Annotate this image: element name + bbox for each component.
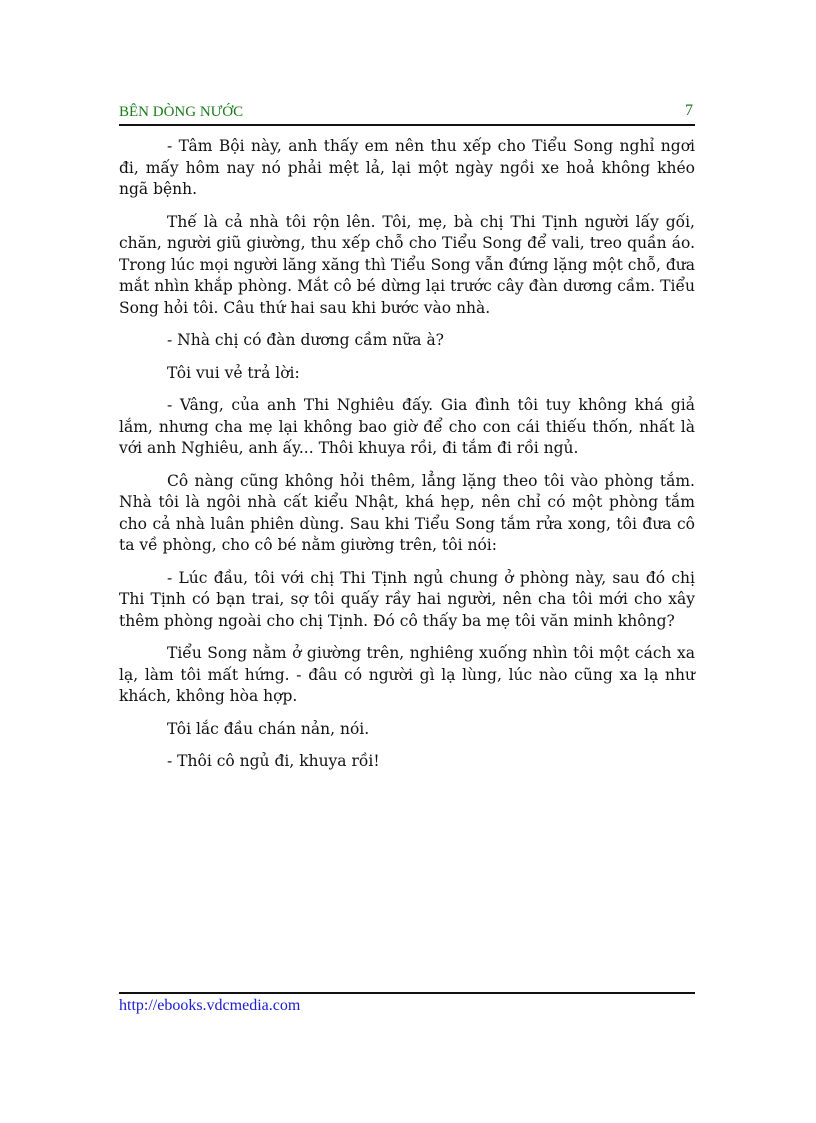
paragraph: Tiểu Song nằm ở giường trên, nghiêng xuống nhìn tôi một cách xa lạ, làm tôi mất hứng. - đâu có người gì lạ lùng, lúc nào cũng xa lạ như khách, không hòa hợp. <box>119 644 695 705</box>
paragraph: - Tâm Bội này, anh thấy em nên thu xếp cho Tiểu Song nghỉ ngơi đi, mấy hôm nay nó phải mệt lả, lại một ngày ngồi xe hoả không khéo ngã bệnh. <box>119 137 695 198</box>
paragraph: - Vâng, của anh Thi Nghiêu đấy. Gia đình tôi tuy không khá giả lắm, nhưng cha mẹ lại không bao giờ để cho con cái thiếu thốn, nhất là với anh Nghiêu, anh ấy... Thôi khuya rồi, đi tắm đi rồi ngủ. <box>119 396 695 457</box>
chapter-body <box>119 136 695 784</box>
footer-url-link[interactable]: http://ebooks.vdcmedia.com <box>119 997 301 1014</box>
paragraph: - Lúc đầu, tôi với chị Thi Tịnh ngủ chung ở phòng này, sau đó chị Thi Tịnh có bạn trai, sợ tôi quấy rầy hai người, nên cha tôi mới cho xây thêm phòng ngoài cho chị Tịnh. Đó cô thấy ba mẹ tôi văn minh không? <box>119 568 695 630</box>
page-number: 7 <box>685 102 693 119</box>
paragraph: Tôi vui vẻ trả lời: <box>167 363 300 382</box>
paragraph: Cô nàng cũng không hỏi thêm, lẳng lặng theo tôi vào phòng tắm. Nhà tôi là ngôi nhà cất kiểu Nhật, khá hẹp, nên chỉ có một phòng tắm cho cả nhà luân phiên dùng. Sau khi Tiểu Song tắm rửa xong, tôi đưa cô ta về phòng, cho cô bé nằm giường trên, tôi nói: <box>119 471 695 554</box>
paragraph: Tôi lắc đầu chán nản, nói. <box>167 719 370 738</box>
footer-divider <box>119 992 695 994</box>
book-title: BÊN DÒNG NƯỚC <box>119 104 244 120</box>
paragraph: Thế là cả nhà tôi rộn lên. Tôi, mẹ, bà chị Thi Tịnh người lấy gối, chăn, người giũ giường, thu xếp chỗ cho Tiểu Song để vali, treo quần áo. Trong lúc mọi người lăng xăng thì Tiểu Song vẫn đứng lặng một chỗ, đưa mắt nhìn khắp phòng. Mắt cô bé dừng lại trước cây đàn dương cầm. Tiểu Song hỏi tôi. Câu thứ hai sau khi bước vào nhà. <box>119 212 695 317</box>
paragraph: - Thôi cô ngủ đi, khuya rồi! <box>167 752 380 770</box>
page-header <box>119 100 695 126</box>
paragraph: - Nhà chị có đàn dương cầm nữa à? <box>167 331 444 349</box>
